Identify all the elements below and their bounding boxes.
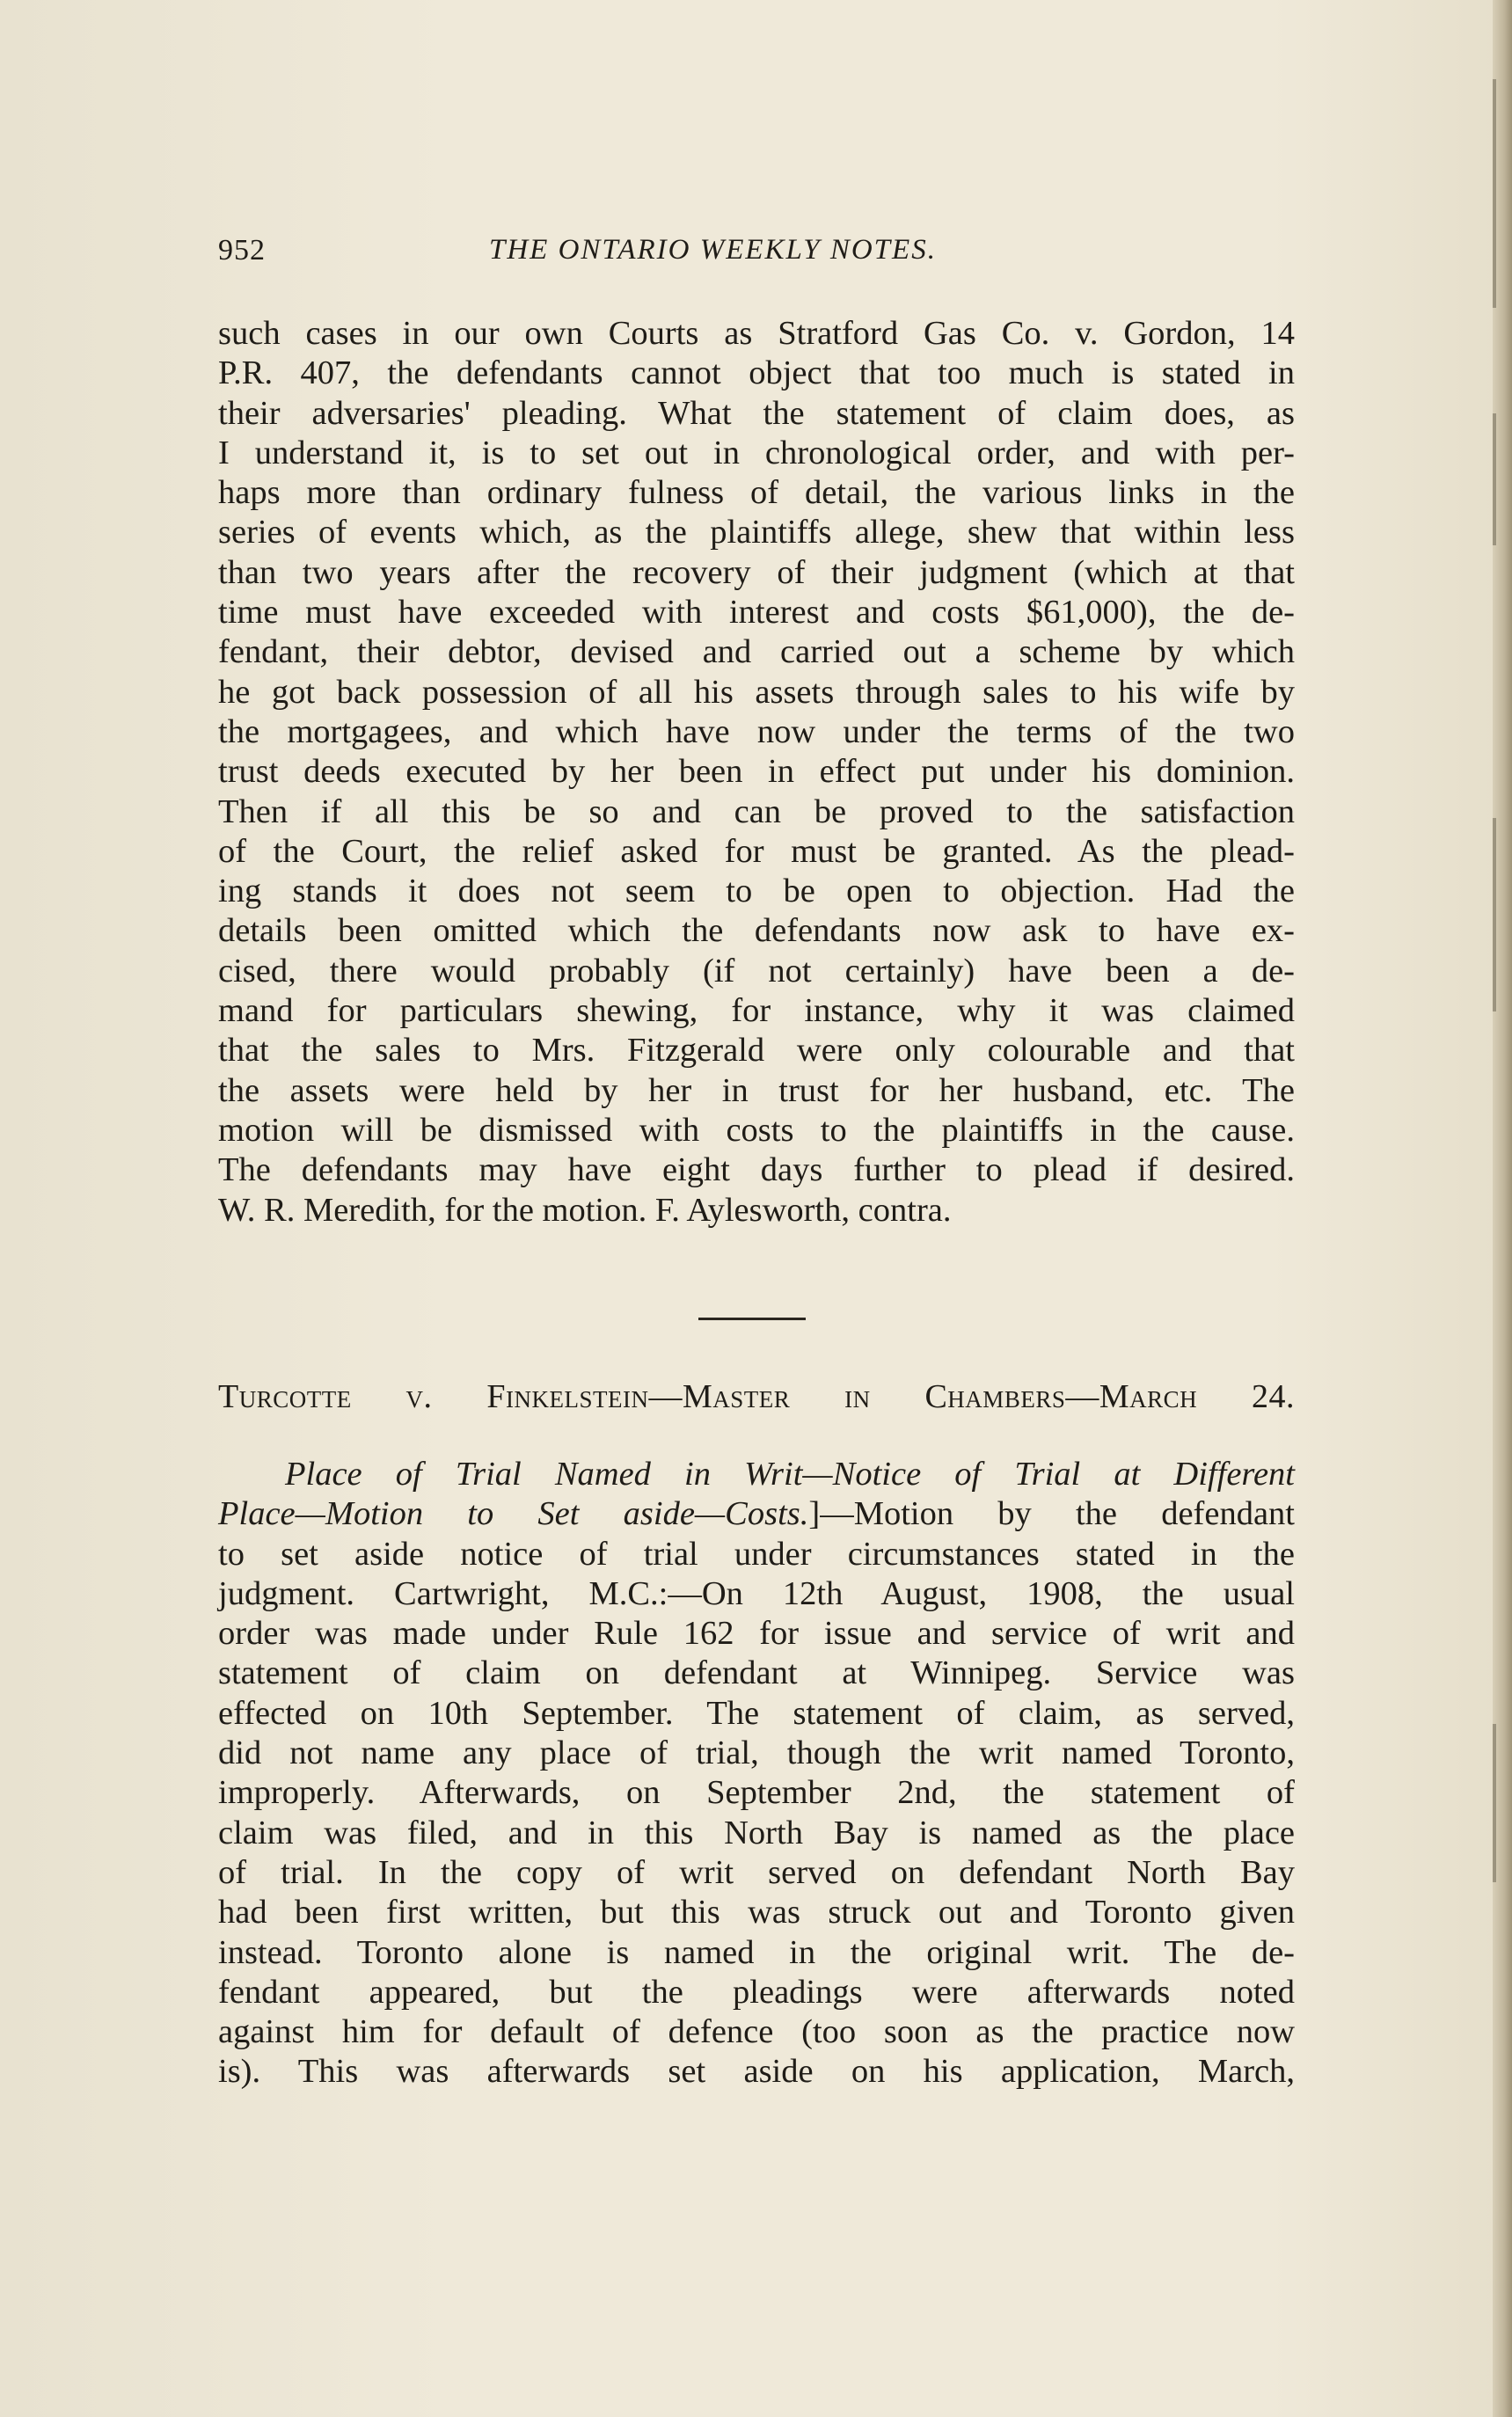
page-edge (1493, 0, 1512, 2417)
text-line: effected on 10th September. The statement of claim, as served, (218, 1694, 1295, 1732)
text-line: that the sales to Mrs. Fitzgerald were only colourable and that (218, 1032, 1295, 1070)
text-line: I understand it, is to set out in chronological order, and with per- (218, 434, 1295, 471)
text-line: their adversaries' pleading. What the statement of claim does, as (218, 394, 1295, 432)
headnote-line: Place of Trial Named in Writ—Notice of Trial at Different (285, 1456, 1295, 1493)
text-line: motion will be dismissed with costs to the plaintiffs in the cause. (218, 1111, 1295, 1149)
section-divider (698, 1318, 806, 1320)
case-heading: Turcotte v. Finkelstein—Master in Chambers—March 24. (218, 1378, 1295, 1415)
edge-mark (1493, 79, 1496, 308)
case-report (218, 1455, 1295, 2092)
text-line: improperly. Afterwards, on September 2nd, the statement of (218, 1774, 1295, 1812)
text-line: order was made under Rule 162 for issue and service of writ and (218, 1615, 1295, 1653)
running-header (218, 234, 1295, 287)
edge-mark (1493, 818, 1496, 1011)
text-line: statement of claim on defendant at Winnipeg. Service was (218, 1654, 1295, 1692)
text-line: details been omitted which the defendants now ask to have ex- (218, 912, 1295, 950)
text-line: series of events which, as the plaintiffs allege, shew that within less (218, 514, 1295, 551)
text-line: is). This was afterwards set aside on his application, March, (218, 2053, 1295, 2091)
text-line: against him for default of defence (too soon as the practice now (218, 2013, 1295, 2051)
headnote-italic: Place—Motion to Set aside—Costs. (218, 1495, 809, 1533)
text-line: he got back possession of all his assets through sales to his wife by (218, 673, 1295, 711)
text-line: the mortgagees, and which have now under the terms of the two (218, 712, 1295, 750)
text-line: claim was filed, and in this North Bay is named as the place (218, 1814, 1295, 1851)
text-line: than two years after the recovery of their judgment (which at that (218, 553, 1295, 591)
headnote-rest: ]—Motion by the defendant (808, 1495, 1295, 1533)
text-line: mand for particulars shewing, for instance, why it was claimed (218, 992, 1295, 1030)
text-line: the assets were held by her in trust for her husband, etc. The (218, 1071, 1295, 1109)
text-line: of trial. In the copy of writ served on defendant North Bay (218, 1853, 1295, 1891)
running-title: THE ONTARIO WEEKLY NOTES. (489, 234, 937, 266)
text-line: haps more than ordinary fulness of detail, the various links in the (218, 474, 1295, 512)
text-line: fendant, their debtor, devised and carried out a scheme by which (218, 633, 1295, 671)
paragraph-1 (218, 314, 1295, 1230)
text-line: ing stands it does not seem to be open to objection. Had the (218, 873, 1295, 910)
text-line: The defendants may have eight days further to plead if desired. (218, 1151, 1295, 1189)
text-line: fendant appeared, but the pleadings were afterwards noted (218, 1973, 1295, 2011)
text-line: of the Court, the relief asked for must be granted. As the plead- (218, 832, 1295, 870)
text-line: did not name any place of trial, though the writ named Toronto, (218, 1734, 1295, 1772)
page-number: 952 (218, 234, 266, 267)
edge-mark (1493, 1724, 1496, 1882)
text-line: Then if all this be so and can be proved to the satisfaction (218, 792, 1295, 830)
text-line: judgment. Cartwright, M.C.:—On 12th August, 1908, the usual (218, 1574, 1295, 1612)
text-line: had been first written, but this was struck out and Toronto given (218, 1894, 1295, 1931)
text-line: such cases in our own Courts as Stratford Gas Co. v. Gordon, 14 (218, 315, 1295, 352)
headnote-line (218, 1494, 1295, 1534)
text-line: P.R. 407, the defendants cannot object that too much is stated in (218, 354, 1295, 392)
edge-mark (1493, 413, 1496, 545)
text-line: trust deeds executed by her been in effect put under his dominion. (218, 753, 1295, 791)
text-line: time must have exceeded with interest and costs $61,000), the de- (218, 594, 1295, 632)
text-line: W. R. Meredith, for the motion. F. Aylesworth, contra. (218, 1191, 952, 1229)
text-line: cised, there would probably (if not certainly) have been a de- (218, 952, 1295, 989)
text-line: instead. Toronto alone is named in the original writ. The de- (218, 1933, 1295, 1971)
text-line: to set aside notice of trial under circumstances stated in the (218, 1535, 1295, 1573)
